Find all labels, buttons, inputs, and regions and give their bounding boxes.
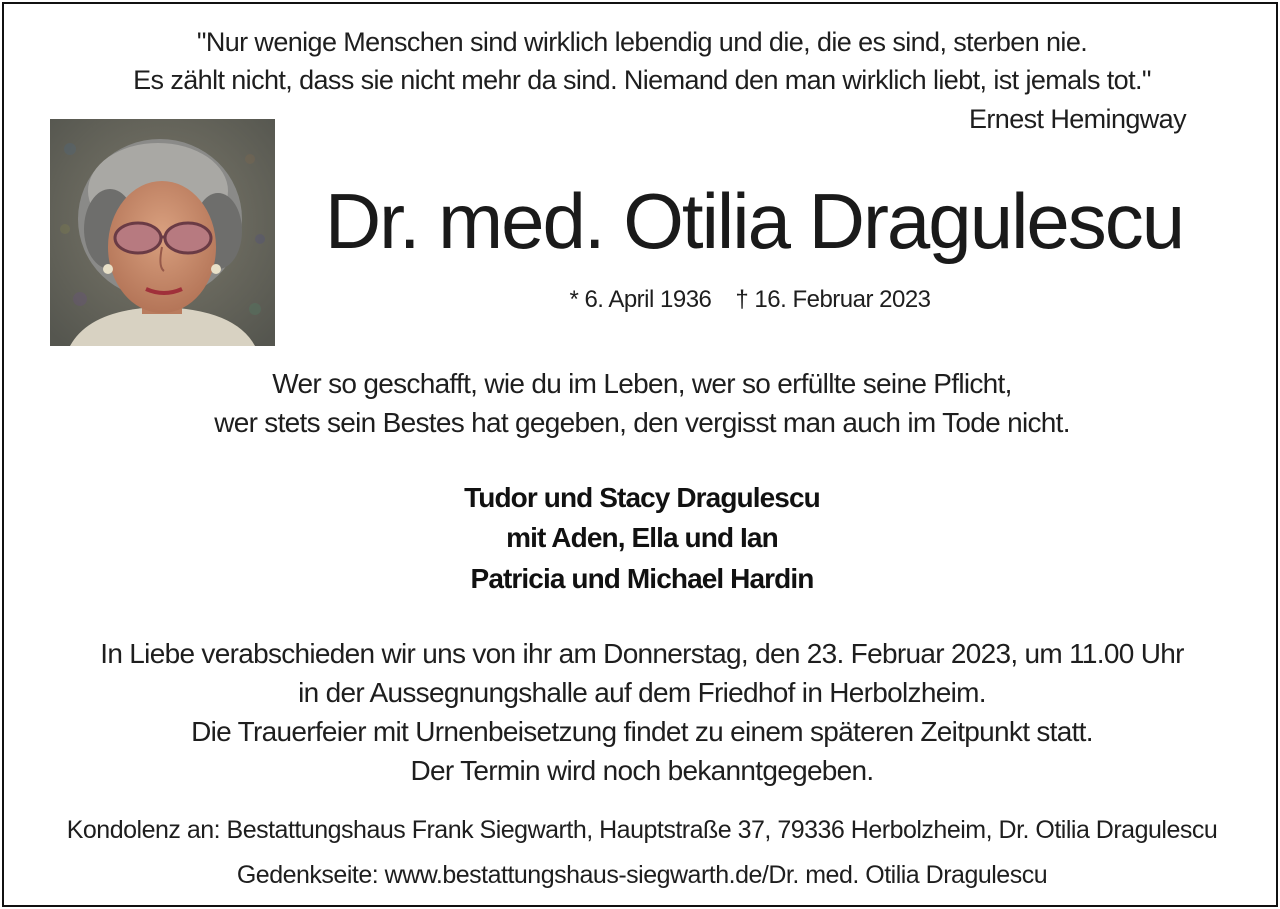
death-date: † 16. Februar 2023 [735,286,931,313]
portrait-image [50,119,275,346]
quote-author: Ernest Hemingway [969,104,1186,134]
quote-line-2: Es zählt nicht, dass sie nicht mehr da sind. Niemand den man wirklich liebt, ist jemals tot." [133,65,1151,95]
memorial-page-link[interactable]: Gedenkseite: www.bestattungshaus-siegwarth.de/Dr. med. Otilia Dragulescu [236,861,1048,889]
verse-line-1: Wer so geschafft, wie du im Leben, wer so erfüllte seine Pflicht, [272,368,1012,399]
ceremony-line-2: in der Aussegnungshalle auf dem Friedhof in Herbolzheim. [298,677,986,708]
birth-date: * 6. April 1936 [569,286,712,313]
family-line-2: mit Aden, Ella und Ian [506,522,778,553]
life-dates [304,286,1196,314]
family-line-3: Patricia und Michael Hardin [470,563,814,594]
deceased-name: Dr. med. Otilia Dragulescu [324,177,1184,265]
portrait-photo [50,119,275,346]
ceremony-line-1: In Liebe verabschieden wir uns von ihr am Donnerstag, den 23. Februar 2023, um 11.00 Uhr [100,638,1184,669]
ceremony-line-4: Der Termin wird noch bekanntgegeben. [410,755,874,786]
quote-line-1: "Nur wenige Menschen sind wirklich lebendig und die, die es sind, sterben nie. [196,27,1088,57]
verse-line-2: wer stets sein Bestes hat gegeben, den vergisst man auch im Tode nicht. [214,407,1070,438]
ceremony-line-3: Die Trauerfeier mit Urnenbeisetzung findet zu einem späteren Zeitpunkt statt. [191,716,1093,747]
family-line-1: Tudor und Stacy Dragulescu [464,482,820,513]
condolence-address: Kondolenz an: Bestattungshaus Frank Siegwarth, Hauptstraße 37, 79336 Herbolzheim, Dr. Otilia Dragulescu [66,816,1218,844]
obituary-frame [2,2,1278,907]
